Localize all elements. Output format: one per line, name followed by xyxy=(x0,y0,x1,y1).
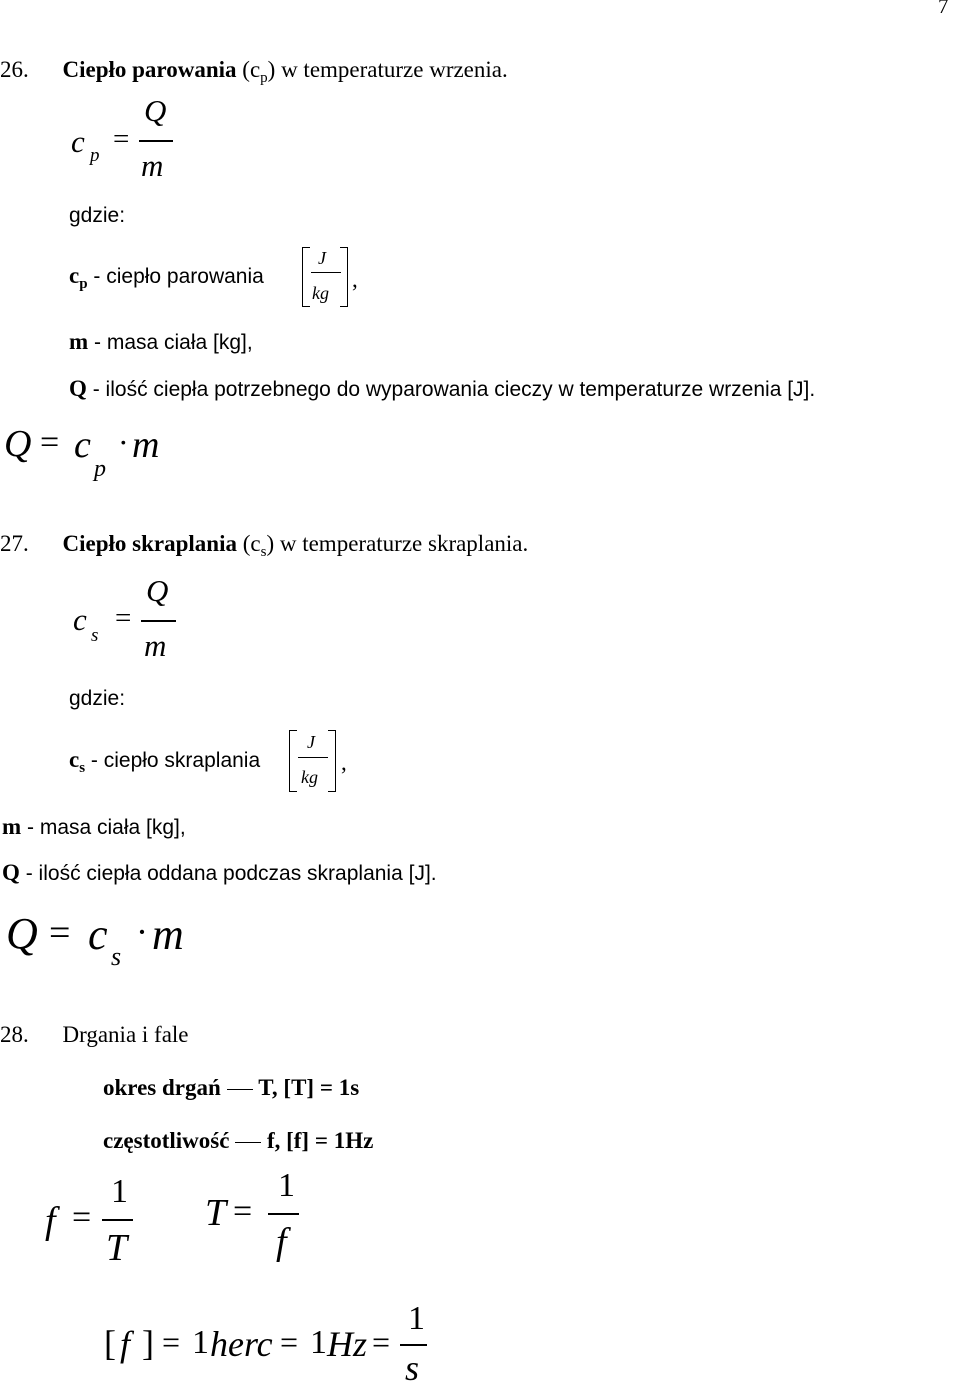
page-number: 7 xyxy=(938,0,949,18)
section-28-heading xyxy=(0,1023,189,1046)
section-title: Drgania i fale xyxy=(62,1022,189,1047)
fraction-bar xyxy=(139,140,173,142)
fraction-bar xyxy=(102,1219,133,1221)
definition-cs: $c_s$ - ciepło skraplania xyxy=(69,747,261,776)
section-number: 26. xyxy=(0,57,29,82)
where-label: gdzie: xyxy=(69,687,126,710)
definition-Q: Q - ilość ciepła oddana podczas skraplania [J]. xyxy=(2,860,437,885)
period-definition: okres drgań T, [T] = 1s xyxy=(103,1075,360,1100)
fraction-bar xyxy=(268,1213,299,1215)
section-title: Ciepło skraplania xyxy=(62,531,237,556)
section-number: 27. xyxy=(0,531,29,556)
fraction-bar xyxy=(400,1344,427,1346)
definition-m: m - masa ciała [kg], xyxy=(2,814,186,839)
section-number: 28. xyxy=(0,1022,29,1047)
section-27-heading: 27. Ciepło skraplania $(c_s)$ w temperaturze skraplania. xyxy=(0,531,529,560)
definition-m: m - masa ciała [kg], xyxy=(69,329,253,354)
frequency-definition: częstotliwość f, [f] = 1Hz xyxy=(103,1128,374,1153)
definition-Q: Q - ilość ciepła potrzebnego do wyparowania cieczy w temperaturze wrzenia [J]. xyxy=(69,376,816,401)
section-26-heading: 26. Ciepło parowania $(c_p)$ w temperaturze wrzenia. xyxy=(0,57,508,86)
section-title: Ciepło parowania xyxy=(62,57,237,82)
where-label: gdzie: xyxy=(69,204,126,227)
fraction-bar xyxy=(141,620,176,622)
definition-cp: $c_p$ - ciepło parowania xyxy=(69,263,264,292)
